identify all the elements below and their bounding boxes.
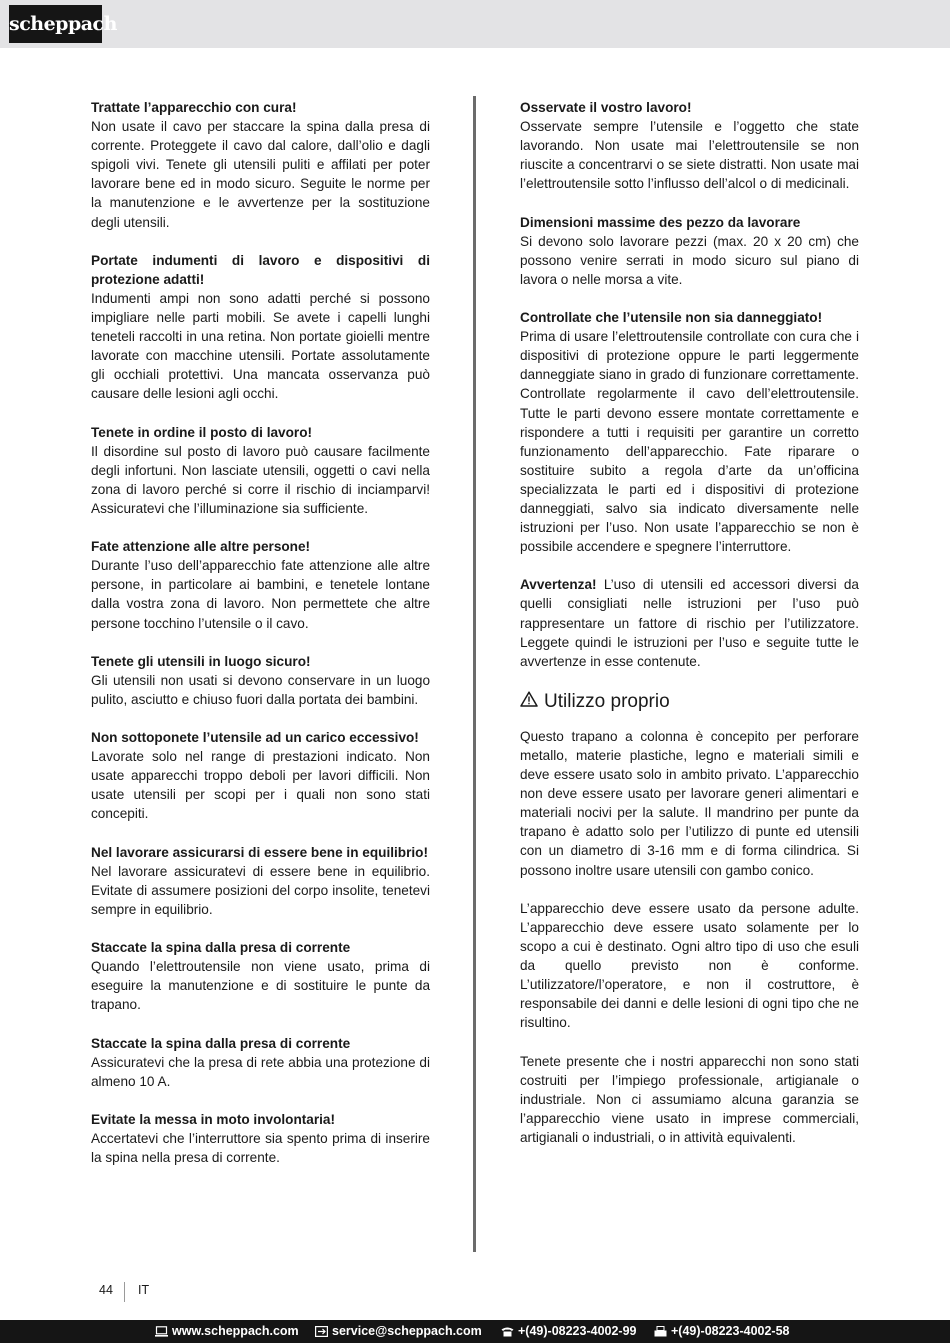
phone-contact: [501, 1324, 637, 1338]
safety-item: [520, 98, 859, 193]
right-column: [520, 98, 859, 1166]
fax-contact: [654, 1324, 790, 1338]
item-body: Il disordine sul posto di lavoro può causare facilmente degli infortuni. Non lasciate utensili, oggetti o cavi nella zona di lavoro perché si corre il rischio di inciamparvi! Assicuratevi che l’illuminazione sia sufficiente.: [91, 443, 430, 516]
fax-number: +(49)-08223-4002-58: [671, 1324, 790, 1338]
website-contact[interactable]: [155, 1324, 299, 1338]
item-title: Tenete gli utensili in luogo sicuro!: [91, 653, 311, 669]
item-title: Evitate la messa in moto involontaria!: [91, 1111, 335, 1127]
item-title: Non sottoponete l’utensile ad un carico eccessivo!: [91, 730, 419, 746]
warning-triangle-icon: [520, 690, 538, 714]
email-contact[interactable]: [315, 1324, 482, 1338]
item-title: Tenete in ordine il posto di lavoro!: [91, 424, 313, 440]
item-body: Assicuratevi che la presa di rete abbia una protezione di almeno 10 A.: [91, 1054, 430, 1089]
safety-item: [520, 308, 859, 556]
item-title: Nel lavorare assicurarsi di essere bene in equilibrio!: [91, 844, 428, 860]
scheppach-logo: scheppach: [9, 5, 102, 43]
item-body: Prima di usare l’elettroutensile controllate con cura che i dispositivi di protezione oppure le parti leggermente danneggiate siano in grado di funzionare correttamente. Controllate regolarmente il cavo dell’elettroutensile. Tutte le parti devono essere montate correttamente e rispondere a tutti i requisiti per garantire un corretto funzionamento dell’apparecchio. Fate riparare o sostituire subito a regola d’arte da un’officina specializzata le parti ed i dispositivi di protezione danneggiati, salvo sia indicato diversamente nelle istruzioni per l’uso. Non usate l’apparecchio se non è possibile accendere e spegnere l’interruttore.: [520, 329, 859, 555]
warning-lead: Avvertenza!: [520, 577, 597, 593]
item-body: Indumenti ampi non sono adatti perché si possono impigliare nelle parti mobili. Se avete i capelli lunghi teneteli raccolti in una retina. Non portate gioielli mentre lavorate con macchine utensili. Portate assolutamente gli occhiali protettivi. Una mancata osservanza può causare delle lesioni agli occhi.: [91, 290, 430, 402]
item-title: Osservate il vostro lavoro!: [520, 100, 692, 115]
safety-item: [520, 213, 859, 289]
safety-item: [91, 98, 430, 232]
item-title: Dimensioni massime des pezzo da lavorare: [520, 214, 801, 230]
warning-paragraph: [520, 575, 859, 670]
safety-item: [91, 938, 430, 1014]
page-number: 44: [99, 1283, 113, 1297]
item-body: Durante l’uso dell’apparecchio fate attenzione alle altre persone, in particolare ai bambini, e tenetele lontane dalla vostra zona di lavoro. Non permettete che altre persone tocchino l’utensile o il cavo.: [91, 558, 430, 631]
safety-item: [91, 1034, 430, 1091]
contact-bar: [0, 1320, 950, 1343]
item-title: Fate attenzione alle altre persone!: [91, 539, 311, 555]
safety-item: [91, 251, 430, 404]
footer-separator: [124, 1282, 125, 1302]
telephone-icon: [501, 1326, 514, 1337]
item-body: Accertatevi che l’interruttore sia spento prima di inserire la spina nella presa di corrente.: [91, 1131, 430, 1166]
envelope-icon: [315, 1326, 328, 1337]
left-column: [91, 98, 430, 1186]
phone-number: +(49)-08223-4002-99: [518, 1324, 637, 1338]
safety-item: [91, 728, 430, 823]
item-body: Nel lavorare assicuratevi di essere bene in equilibrio. Evitate di assumere posizioni del corpo insolite, tenetevi sempre in equilibrio.: [91, 863, 430, 917]
safety-item: [91, 423, 430, 518]
email-link[interactable]: service@scheppach.com: [332, 1324, 482, 1338]
website-link[interactable]: www.scheppach.com: [172, 1324, 299, 1338]
section-paragraph: Questo trapano a colonna è concepito per perforare metallo, materie plastiche, legno e materiali simili e deve essere usato solo in ambito privato. L’apparecchio non deve essere usato per lavorare generi alimentari e materiali nocivi per la salute. Il mandrino per punte da trapano è adatto solo per l’utilizzo di punte ed utensili con un diametro di 3-16 mm e di forma cilindrica. Si possono inoltre usare utensili con gambo conico.: [520, 728, 859, 878]
item-body: Quando l’elettroutensile non viene usato, prima di eseguire la manutenzione e di sostituire le punte da trapano.: [91, 959, 430, 1013]
column-divider: [473, 96, 476, 1252]
section-paragraph: Tenete presente che i nostri apparecchi non sono stati costruiti per l’impiego professionale, artigianale o industriale. Non ci assumiamo alcuna garanzia se l’apparecchio viene usato in imprese commerciali, artigianali o industriali, o in attività equivalenti.: [520, 1053, 859, 1145]
item-title: Staccate la spina dalla presa di corrente: [91, 1035, 351, 1051]
item-body: Gli utensili non usati si devono conservare in un luogo pulito, asciutto e chiuso fuori dalla portata dei bambini.: [91, 672, 430, 707]
safety-item: [91, 843, 430, 919]
item-body: Non usate il cavo per staccare la spina dalla presa di corrente. Proteggete il cavo dal calore, dall’olio e dagli spigoli vivi. Tenete gli utensili puliti e affilati per poter lavorare bene ed in modo sicuro. Seguite le norme per la manutenzione e le avvertenze per la sostituzione degli utensili.: [91, 119, 430, 230]
safety-item: [91, 537, 430, 632]
item-body: Osservate sempre l’utensile e l’oggetto che state lavorando. Non usate mai l’elettroutensile se non riuscite a concentrarvi o se siete distratti. Non usate mai l’elettroutensile sotto l’influsso dell’alcol o di medicinali.: [520, 119, 859, 192]
item-body: Lavorate solo nel range di prestazioni indicato. Non usate apparecchi troppo deboli per lavori difficili. Non usate utensili per scopi per i quali non sono stati concepiti.: [91, 749, 430, 822]
section-heading: [520, 690, 859, 714]
item-title: Controllate che l’utensile non sia danneggiato!: [520, 310, 823, 326]
item-title: Staccate la spina dalla presa di corrente: [91, 940, 351, 956]
language-code: IT: [138, 1283, 150, 1297]
computer-icon: [155, 1326, 168, 1337]
header-bar: [0, 0, 950, 48]
item-title: Portate indumenti di lavoro e dispositivi di protezione adatti!: [91, 252, 430, 287]
item-title: Trattate l’apparecchio con cura!: [91, 100, 297, 115]
warning-text: L’uso di utensili ed accessori diversi da quelli consigliati nelle istruzioni per l’uso può rappresentare un fattore di rischio per l’utilizzatore. Leggete quindi le istruzioni per l’uso e seguite tutte le avvertenze in esse contenute.: [520, 577, 859, 669]
safety-item: [91, 652, 430, 709]
item-body: Si devono solo lavorare pezzi (max. 20 x 20 cm) che possono venire serrati in modo sicuro sul piano di lavora o nelle morsa a vite.: [520, 233, 859, 287]
fax-icon: [654, 1326, 667, 1337]
section-paragraph: L’apparecchio deve essere usato da persone adulte. L’apparecchio deve essere usato solamente per lo scopo a cui è destinato. Ogni altro tipo di uso che esuli da quello previsto non è conforme. L’utilizzatore/l’operatore, e non il costruttore, è responsabile dei danni e delle lesioni di ogni tipo che ne risultino.: [520, 900, 859, 1031]
safety-item: [91, 1110, 430, 1167]
section-heading-text: Utilizzo proprio: [544, 690, 670, 712]
